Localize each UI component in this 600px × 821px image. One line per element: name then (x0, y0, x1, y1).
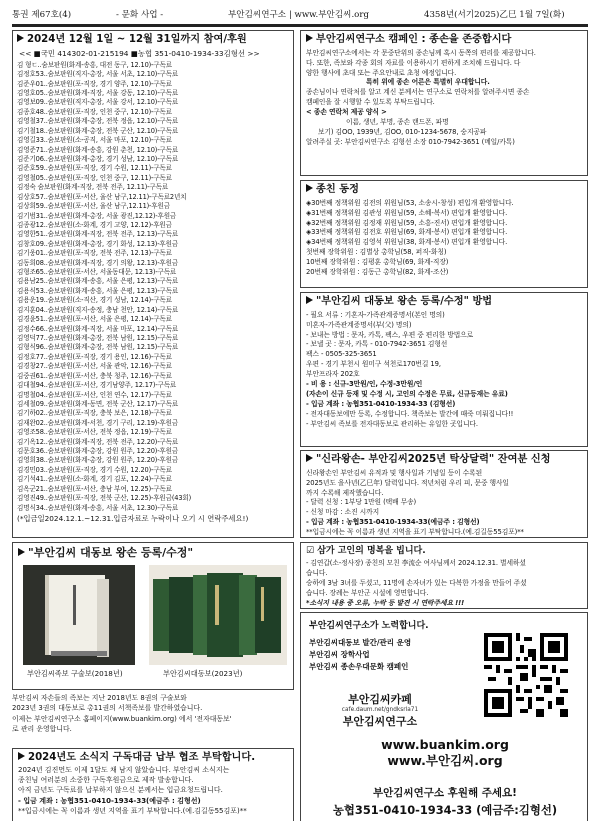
promo-list (309, 637, 411, 673)
book-description (12, 693, 294, 735)
news-line: 첫번째 장학위원 : 김별상 총학님(58, 퍼직-화칭) (306, 248, 447, 257)
subscription-section (12, 748, 294, 821)
book-text-line: 로 관리 운영합니다. (12, 725, 72, 734)
triangle-bullet-icon (306, 184, 313, 192)
donor-entry: 김기철18..숨보판원(화계-총장, 전북 군산, 12.10)-구독료 (17, 126, 179, 135)
donor-entry: 김용운19..숨보판원(소-직산, 경기 성남, 12.14)-구독료 (17, 296, 172, 305)
calendar-list (306, 469, 582, 538)
subscription-line: 종친님 여러분의 소중한 구독후원금으로 제작 발송합니다. (18, 776, 194, 785)
calendar-title: "신라왕손- 부안김씨2025년 탁상달력" 잔여분 신청 (306, 454, 582, 467)
donor-entry: 김명철04..숨보판원(포-서산, 인천 연수, 12.17)-구독료 (17, 390, 172, 399)
donor-entry: 김창호09..숨보판원(화계-총장, 경기 화성, 12.13)-후원금 (17, 239, 179, 248)
donor-entry: 김영보09..숨보판원(직지-총장, 서울 강서, 12.10)-구독료 (17, 98, 179, 107)
donor-list (17, 61, 289, 513)
donor-entry: 김재완02..숨보판원(화계-서천, 경기 구리, 12.19)-후원금 (17, 418, 179, 427)
donor-entry: 김기범31..숨보판원(화계-총장, 서울 광진,12.12)-후원금 (17, 211, 177, 220)
registration-line: - 비 용 : 신규-3만원/인, 수정-3만원/인 (306, 380, 423, 389)
donor-entry: 김정호53..숨보판원(직지-총장, 서울 서초, 12.10)-구독료 (17, 70, 179, 79)
registration-line: 팩스 - 0505-325-3651 (306, 350, 377, 359)
org-header: 부안김씨연구소 | www.부안김씨.org (228, 10, 369, 20)
condolence-line: 습니다. (306, 569, 328, 578)
donor-entry: 김종호48..숨보판원(포-직장, 인천 중구, 12.10)-구독료 (17, 107, 172, 116)
donor-entry: 김명식34..숨보판원(화계-송흥, 서울 서초, 12.30)-구독료 (17, 503, 179, 512)
registration-line: 우편 - 경기 부천시 원미구 석천로170번길 19, (306, 360, 441, 369)
donor-entry: 김정숙 숨보판원(화계-직장, 전북 전주, 12.11)-구독료 (17, 183, 169, 192)
registration-line: (자손이 신규 등재 및 수정 시, 고인의 수정은 무료, 신규등재는 유료) (306, 390, 508, 398)
calendar-section (300, 450, 588, 538)
donor-entry: 김경민03..숨보판원(포-직장, 경기 수원, 12.20)-구독료 (17, 465, 172, 474)
donor-entry: 김용식53..숨보판원(화계-송흥, 서울 은평, 12.13)-구독료 (17, 286, 179, 295)
promo-item: 부안김씨대동보 발간/관리 운영 (309, 638, 412, 647)
promo-item: 부안김씨 장학사업 (309, 650, 370, 659)
book-text-line: 2023년 3권의 대동보로 총11권의 서책족보를 발간하였습니다. (12, 704, 203, 713)
donor-entry: 김종광12..숨보판원(소-화계, 경기 고양, 12.12)-후원금 (17, 220, 172, 229)
issue-number: 통권 제67호(4) (12, 10, 72, 20)
condolence-line: 습니다. 장례는 부안군 시설에 영면합니다. (306, 588, 429, 597)
condolence-title: ☑ 삼가 고인의 명복을 빕니다. (306, 546, 426, 556)
triangle-bullet-icon (18, 548, 25, 556)
book-text-line: 이제는 부안김씨연구소 홈페이지(www.buankim.org) 에서 '전자대동보' (12, 714, 232, 723)
donor-entry: 김동희08..숨보판원(화계-직장, 경기 의왕, 12.13)-후원금 (17, 258, 179, 267)
newsletter-header (12, 6, 588, 22)
triangle-bullet-icon (306, 296, 313, 304)
campaign-contact: 알려주실 곳: 부안김씨연구소 김형선 소장 010-7942-3651 (메일/카톡) (306, 137, 515, 146)
news-section (300, 180, 588, 288)
condolence-line: 승하에 3남 3녀를 두셨고, 11명에 손자녀가 있는 다복한 가정을 만들어 주셨 (306, 579, 527, 588)
donor-entry: 김영진49..숨보판원(포-직장, 전북 군산, 12.25)-후원금(43회) (17, 494, 192, 503)
news-list (306, 199, 582, 278)
donor-entry: 김세철09..숨보판원(화계-동면, 전북 군산, 12.17)-구독료 (17, 399, 179, 408)
news-title: 종친 동정 (306, 184, 582, 197)
donor-entry: 김상희59..숨보판원(포-서산, 울산 남구,12.11)-후원금 (17, 202, 170, 211)
registration-line: - 부안김씨 족보를 전자대동보로 관리하는 유일한 곳입니다. (306, 419, 478, 428)
donor-account: << ■국민 414302-01-215194 ■농협 351-0410-1934-33김형선 >> (19, 48, 260, 58)
calendar-line: 2025년도 을사년(乙巳年) 달력입니다. 적년처럼 우리 피, 문중 행사일 (306, 478, 509, 487)
donor-section (12, 30, 294, 538)
registration-line: - 전자대동보에만 등록, 수정합니다. 책족보는 발간에 때죽 미뤄집니다!! (306, 409, 514, 418)
campaign-line: 캠페인을 잘 시행할 수 있도록 부탁드립니다. (306, 98, 435, 107)
news-line: ◈31번째 정책위원 김관성 위원님(59, 소혜-복서) 편입개 환영합니다. (306, 208, 508, 217)
news-line: 10번째 장학위원 : 김평훈 총학님(69, 화계-직장) (306, 258, 449, 267)
donor-entry: 김준우01..숨보판원(포-직장, 경기 양주, 12.10)-구독료 (17, 79, 172, 88)
campaign-title: 부안김씨연구소 캠페인 : 종손을 존중합시다 (306, 34, 582, 47)
donor-entry: 김준기06..숨보판원(화계-총장, 경기 성남, 12.10)-구독료 (17, 154, 179, 163)
website-link[interactable]: www.buankim.org (381, 737, 509, 752)
promo-title: 부안김씨연구소가 노력합니다. (309, 621, 429, 631)
donor-entry: 김지훈04..숨보판원(직지-송정, 충남 천안, 12.14)-구독료 (17, 305, 179, 314)
triangle-bullet-icon (306, 454, 313, 462)
donor-entry: 김 형ㄷ..숨보판원(화계-송흥, 대전 동구, 12.10)-구독료 (17, 60, 172, 69)
subscription-line: 2024년 김진먼도 이제 1달도 채 남지 않았습니다. 부안김씨 소식지는 (18, 765, 230, 774)
promo-item: 부안김씨 종손우대문화 캠페인 (309, 662, 409, 671)
issue-date: 4358년(서기2025)乙巳 1월 7일(화) (424, 10, 565, 20)
registration-line: - 필요 서류 : 기혼자-가족관계증명서(본인 명의) (306, 310, 445, 319)
support-account: 농협351-0410-1934-33 (예금주:김형선) (332, 803, 558, 817)
triangle-bullet-icon (17, 34, 24, 42)
registration-list (306, 311, 582, 430)
donor-entry: 김중권61..숨보판원(포-서산, 충북 청주, 12.16)-구독료 (17, 371, 172, 380)
news-line: ◈32번째 정책위원 김정재 위원님(59, 소흥-진서) 편입개 환영합니다. (306, 218, 508, 227)
donor-entry: 김정호77..숨보판원(포-직장, 경기 용인, 12.16)-구독료 (17, 352, 172, 361)
condolence-section (300, 542, 588, 609)
section-label: - 문화 사업 - (116, 10, 164, 20)
support-block (301, 785, 589, 819)
registration-line: - 입금 계좌 : 농협351-0410-1934-33 (김형선) (306, 399, 456, 408)
donor-entry: 김대철94..숨보판원(포-서산, 경기남양주, 12.17)-구독료 (17, 381, 177, 390)
donor-entry: 김경창27..숨보판원(포-서산, 서울 관악, 12.16)-구독료 (17, 362, 172, 371)
donor-entry: 김영철37..숨보판원(화계-총장, 전북 정읍, 12.10)-구독료 (17, 117, 179, 126)
registration-title: "부안김씨 대동보 왕손 등록/수정" 방법 (306, 296, 582, 309)
donor-entry: 김경윤51..숨보판원(포-서산, 서울 은평, 12.14)-구독료 (17, 315, 172, 324)
campaign-line: 다. 또한, 족보와 각종 회의 자료를 이용하시기 편하게 조치해 드립니다. 다 (306, 58, 521, 67)
registration-section (300, 292, 588, 447)
donor-entry: 김영조58..숨보판원(포-서산, 전북 정읍, 12.19)-구독료 (17, 428, 172, 437)
registration-line: 부안프라자 202호 (306, 370, 360, 379)
calendar-line: - 신청 마감 : 소진 시까지 (306, 508, 380, 517)
registration-line: - 보내는 방법 : 문자, 카톡, 팩스, 우편 중 편리한 방법으로 (306, 330, 474, 339)
calendar-line: 까지 수록해 제작했습니다. (306, 488, 384, 497)
calendar-line: - 입금 계좌 : 농협351-0410-1934-33(예금주 : 김형선) (306, 518, 480, 527)
cafe-org: 부안김씨연구소 (342, 715, 418, 728)
donor-entry: 김영길33..숨보판원(소-공직, 서울 마포, 12.10)-구독료 (17, 136, 172, 145)
donor-entry: 김상호57..숨보판원(포-서산, 울산 남구,12.11)-구독료2년치 (17, 192, 187, 201)
donor-entry: 김영희38..숨보판원(화계-총장, 강원 원주, 12.20)-후원금 (17, 456, 179, 465)
subscription-line: 아직 금년도 구독료를 납부하지 않으신 분께서는 입금요청드립니다. (18, 786, 223, 795)
subscription-title: 2024년도 소식지 구독대금 납부 협조 부탁합니다. (18, 752, 288, 765)
news-line: ◈34번째 정책위원 김영석 위원님(38, 화계-봉서) 편입개 환영합니다. (306, 238, 508, 247)
photo-caption-2023: 부안김씨대동보(2023년) (163, 669, 243, 678)
campaign-line: 양한 행사에 초대 또는 주요안내로 초청 예정입니다. (306, 68, 457, 77)
donor-entry: 김영호05..숨보판원(화계-직장, 서울 강동, 12.10)-구독료 (17, 89, 179, 98)
cafe-block[interactable] (315, 691, 445, 729)
book-text-line: 부안김씨 자손들의 족보는 지난 2018년도 8권의 구술보와 (12, 694, 187, 702)
website-link-korean[interactable]: www.부안김씨.org (387, 753, 503, 768)
campaign-line: 종손님이나 연락처를 알고 계신 분께서는 연구소로 연락처를 알려주시면 종손 (306, 88, 530, 97)
donor-title: 2024년 12월 1일 ~ 12월 31일까지 참여/후원 (17, 34, 289, 47)
campaign-form-fields: 이름, 생년, 부명, 종손 랜드폰, 파명 (346, 118, 449, 127)
campaign-form-title: < 종손 연락처 제공 양식 > (306, 108, 387, 117)
triangle-bullet-icon (18, 752, 25, 760)
qr-code-icon[interactable] (484, 633, 568, 717)
cafe-url[interactable]: cafe.daum.net/gndksrla71 (341, 707, 419, 713)
condolence-list (306, 559, 582, 609)
campaign-line: 특히 위에 종손 어른은 특별히 우대합니다. (366, 78, 490, 87)
donor-entry: 김영철05..숨보판원(포-직장, 인천 중구, 12.11)-구독료 (17, 173, 172, 182)
registration-line: 미혼자-가족관계증명서(부(父) 명의) (306, 320, 412, 329)
campaign-line: 부안김씨연구소에서는 각 문중단위의 종손님께 혹시 동쪽의 편리를 제공합니다. (306, 48, 536, 57)
donor-entry: 김형조65..숨보판원(포-서산, 서울동대문, 12.13)-구독료 (17, 268, 177, 277)
donor-entry: 김준호59..숨보판원(포-직장, 경기 수원, 12.11)-구독료 (17, 164, 172, 173)
genealogy-book-photo-2023 (149, 565, 287, 665)
website-block (301, 737, 589, 769)
donor-entry: 김용남25..숨보판원(화계-송흥, 서울 은평, 12.13)-구독료 (17, 277, 179, 286)
donor-entry: 김문호36..숨보판원(화계-총장, 강원 원주, 12.20)-후원금 (17, 447, 179, 456)
cafe-name: 부안김씨카페 (348, 693, 412, 706)
news-line: ◈33번째 정책위원 김전호 위원님(69, 화계-봉서) 편입개 환영합니다. (306, 228, 508, 237)
book-section (12, 542, 294, 690)
campaign-form-example: 보기) 김OO, 1939년, 김OO, 010-1234-5678, 숭지공파 (318, 128, 487, 136)
book-title: "부안김씨 대동보 왕손 등록/수정" (18, 546, 288, 560)
donor-note: (*입금일2024.12.1.~12.31.입금자료로 누락이나 오기 시 연락주세요!) (17, 514, 249, 523)
calendar-line: **입금시에는 꼭 이름과 생년 지역을 표기 부탁합니다.(예.김길동55김포)** (306, 528, 524, 537)
triangle-bullet-icon (306, 34, 313, 42)
news-line: ◈30번째 정책위원 김전의 위원님(53, 소송시-창성) 편입개 환영합니다. (306, 198, 514, 207)
donor-entry: 김기석41..숨보판원(소-화계, 경기 김포, 12.24)-구독료 (17, 475, 172, 484)
news-line: 20번째 장학위원 : 김동근 총학님(82, 화계-조산) (306, 268, 449, 277)
subscription-account: - 입금 계좌 : 농협351-0410-1934-33(예금주 : 김형선) (18, 796, 201, 805)
header-divider (12, 24, 588, 27)
genealogy-book-photo-2018 (23, 565, 135, 665)
support-text: 부안김씨연구소 후원해 주세요! (373, 787, 517, 799)
donor-entry: 김정수66..숨보판원(화계-직장, 서울 마포, 12.14)-구독료 (17, 324, 179, 333)
condolence-line: *소식지 내용 중 오류, 누락 등 발견 시 연락주세요 !!! (306, 598, 465, 607)
donor-entry: 김기웅01..숨보판원(포-직장, 전북 전주, 12.13)-구독료 (17, 249, 172, 258)
calendar-line: 신라왕손인 부안김씨 유적과 및 행사일과 기념일 등이 수록된 (306, 468, 483, 477)
donor-entry: 김기하02..숨보판원(포-직장, 충북 보은, 12.18)-구독료 (17, 409, 172, 418)
donor-entry: 김영준71..숨보판원(화계-송흥, 강원 춘천, 12.10)-구독료 (17, 145, 179, 154)
donor-entry: 김옥군21..숨보판원(포-서산, 충남 부여, 12.25)-구독료 (17, 484, 172, 493)
promo-section (300, 612, 588, 821)
subscription-note: **입금시에는 꼭 이름과 생년 지역을 표기 부탁합니다.(예.김길동55김포)** (18, 806, 247, 815)
donor-entry: 김영한51..숨보판원(화계-직장, 전북 전주, 12.13)-구독료 (17, 230, 179, 239)
calendar-line: - 달력 신청 : 1부당 1만원 (택배 무송) (306, 498, 417, 507)
donor-entry: 김기옥12..숨보판원(화계-직장, 전북 전주, 12.20)-구독료 (17, 437, 179, 446)
campaign-section (300, 30, 588, 176)
donor-entry: 김영덕77..숨보판원(화계-총장, 전북 남원, 12.15)-구독료 (17, 333, 179, 342)
condolence-line: - 김연갑(소-정사장) 종친의 모친 李流순 여사님께서 2024.12.31. 별세하셨 (306, 559, 526, 568)
photo-caption-2018: 부안김씨족보 구술보(2018년) (27, 669, 123, 678)
donor-entry: 김형식96..숨보판원(화계-총장, 전북 남원, 12.15)-구독료 (17, 343, 179, 352)
registration-line: - 보낼 곳 : 문자, 카톡 - 010-7942-3651 김형선 (306, 340, 448, 349)
